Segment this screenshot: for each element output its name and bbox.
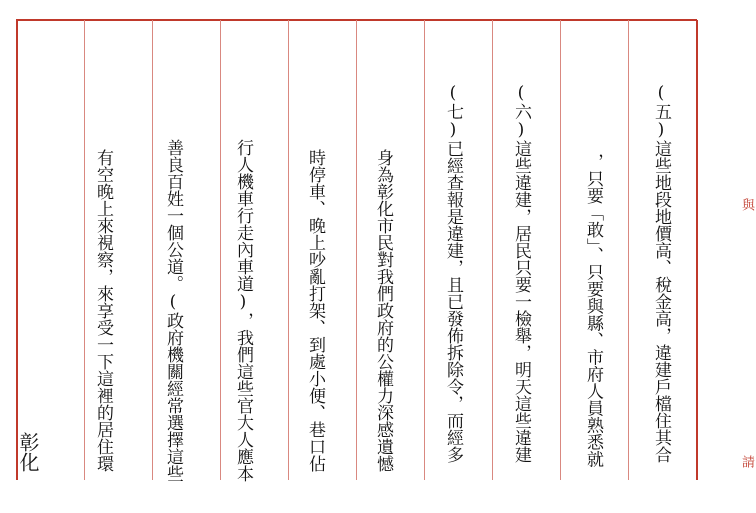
text-column-4: (七)已經查報是違建，且已發佈拆除令，而經多	[443, 82, 463, 463]
text-column-7: 行人機車行走內車道)，我們這些官大人應本	[233, 139, 253, 482]
column-rule-right	[696, 20, 698, 480]
column-rule	[424, 20, 425, 480]
column-rule	[492, 20, 493, 480]
text-column-2: ，只要「敢」、只要與縣、市府人員熟悉就	[583, 153, 603, 468]
signature-text: 彰化	[16, 432, 40, 472]
column-rule	[356, 20, 357, 480]
column-rule	[628, 20, 629, 480]
column-rule-left	[16, 20, 18, 480]
column-rule	[84, 20, 85, 480]
column-rule	[220, 20, 221, 480]
text-column-1: (五)這些地段地價高、稅金高，違建戶檔住其合	[651, 82, 671, 463]
column-rule	[560, 20, 561, 480]
text-column-9: 有空晚上來視察，來享受一下這裡的居住環	[93, 149, 113, 472]
margin-mark: 與	[739, 198, 754, 211]
text-column-5: 身為彰化市民對我們政府的公權力深感遺憾	[373, 149, 393, 472]
margin-mark: 請	[739, 455, 754, 468]
text-column-3: (六)這些違建，居民只要一檢舉，明天這些違建	[511, 82, 531, 463]
text-column-6: 時停車、晚上吵亂打架、到處小便、巷口佔	[305, 149, 325, 472]
column-rule	[152, 20, 153, 480]
column-rule	[288, 20, 289, 480]
text-column-8: 善良百姓一個公道。(政府機關經常選擇這些	[163, 139, 183, 482]
